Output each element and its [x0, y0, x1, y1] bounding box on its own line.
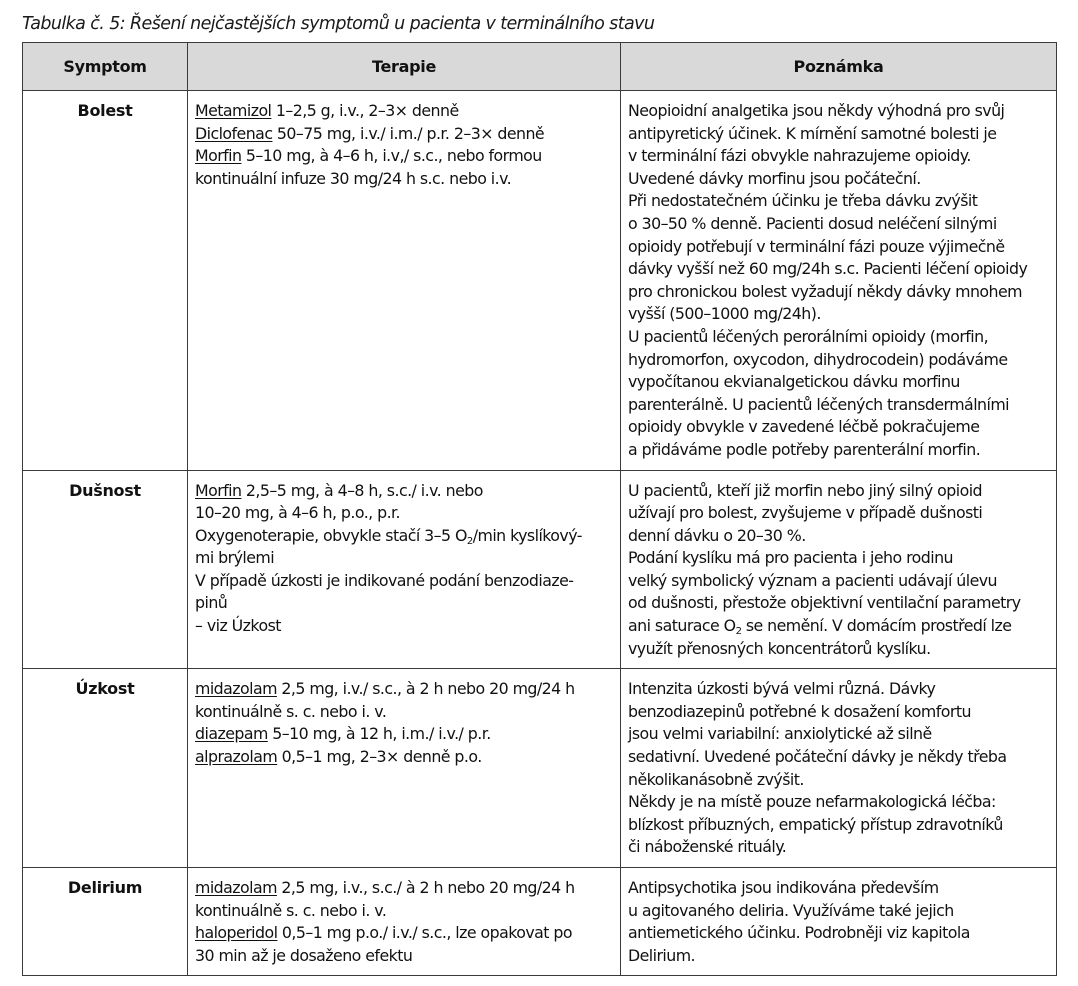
therapy-line	[195, 877, 614, 900]
table-header-row	[23, 43, 1057, 91]
therapy-line	[195, 570, 614, 593]
note-text: ani saturace O	[628, 616, 736, 636]
note-line: Podání kyslíku má pro pacienta i jeho rodinu	[628, 548, 954, 568]
dosage-text: 30 min až je dosaženo efektu	[195, 945, 413, 965]
dosage-text: kontinuálně s. c. nebo i. v.	[195, 701, 387, 721]
dosage-text: kontinuální infuze 30 mg/24 h s.c. nebo i.v.	[195, 168, 512, 188]
therapy-line	[195, 547, 614, 570]
note-line: Antipsychotika jsou indikována především	[628, 878, 939, 897]
note-line: Intenzita úzkosti bývá velmi různá. Dávky	[628, 679, 936, 699]
dosage-text: 50–75 mg, i.v./ i.m./ p.r. 2–3× denně	[272, 123, 545, 143]
dosage-text: V případě úzkosti je indikované podání benzodiaze-	[195, 570, 574, 590]
note-line: Uvedené dávky morfinu jsou počáteční.	[628, 168, 921, 188]
note-line: opioidy potřebují v terminální fázi pouze výjimečně	[628, 236, 1005, 256]
note-line: Delirium.	[628, 945, 696, 965]
dosage-text: 2,5–5 mg, à 4–8 h, s.c./ i.v. nebo	[241, 480, 483, 500]
header-symptom: Symptom	[23, 43, 188, 91]
note-line: Někdy je na místě pouze nefarmakologická léčba:	[628, 792, 996, 812]
note-line: hydromorfon, oxycodon, dihydrocodein) podáváme	[628, 349, 1008, 369]
drug-name: Diclofenac	[195, 123, 273, 143]
note-line: u agitovaného deliria. Využíváme také jejich	[628, 900, 954, 920]
dosage-text: 10–20 mg, à 4–6 h, p.o., p.r.	[195, 503, 401, 523]
note-line: o 30–50 % denně. Pacienti dosud neléčení silnými	[628, 213, 997, 233]
therapy-line	[195, 525, 614, 548]
note-line: vypočítanou ekvianalgetickou dávku morfinu	[628, 372, 960, 392]
header-note: Poznámka	[621, 43, 1057, 91]
drug-name: Morfin	[195, 480, 242, 500]
note-line: Neopioidní analgetika jsou někdy výhodná pro svůj	[628, 101, 1005, 120]
note-text-continued: se nemění. V domácím prostředí lze	[741, 616, 1012, 636]
table-row	[23, 868, 1057, 976]
note-line: v terminální fázi obvykle nahrazujeme opioidy.	[628, 146, 971, 166]
drug-name: Morfin	[195, 146, 242, 166]
note-line: antiemetického účinku. Podrobněji viz kapitola	[628, 923, 970, 943]
note-cell	[621, 669, 1057, 868]
note-line: a přidáváme podle potřeby parenterální morfin.	[628, 439, 981, 459]
drug-name: alprazolam	[195, 747, 278, 767]
dosage-text: pinů	[195, 593, 228, 613]
therapy-line	[195, 678, 614, 701]
therapy-line	[195, 900, 614, 923]
therapy-line	[195, 615, 614, 638]
note-line	[628, 615, 1050, 638]
dosage-text: 0,5–1 mg p.o./ i.v./ s.c., lze opakovat po	[277, 923, 573, 943]
note-line: jsou velmi variabilní: anxiolytické až silně	[628, 724, 932, 744]
dosage-text-continued: /min kyslíkový-	[472, 525, 582, 545]
therapy-line	[195, 945, 614, 968]
therapy-cell	[188, 91, 621, 471]
therapy-line	[195, 123, 614, 146]
note-line: sedativní. Uvedené počáteční dávky je někdy třeba	[628, 747, 1007, 767]
note-line: využít přenosných koncentrátorů kyslíku.	[628, 638, 931, 658]
note-line: antipyretický účinek. K mírnění samotné bolesti je	[628, 123, 997, 143]
table-row	[23, 470, 1057, 669]
symptom-cell: Bolest	[23, 91, 188, 471]
note-cell	[621, 868, 1057, 976]
symptom-cell: Úzkost	[23, 669, 188, 868]
therapy-line	[195, 145, 614, 168]
dosage-text: – viz Úzkost	[195, 616, 281, 636]
dosage-text: 5–10 mg, à 12 h, i.m./ i.v./ p.r.	[267, 724, 491, 744]
therapy-line	[195, 922, 614, 945]
note-line: parenterálně. U pacientů léčených transdermálními	[628, 394, 1010, 414]
dosage-text: mi brýlemi	[195, 548, 275, 568]
dosage-text: 2,5 mg, i.v., s.c./ à 2 h nebo 20 mg/24 h	[276, 878, 575, 897]
therapy-line	[195, 746, 614, 769]
therapy-line	[195, 480, 614, 503]
note-line: několikanásobně zvýšit.	[628, 769, 804, 789]
note-line: velký symbolický význam a pacienti udávají úlevu	[628, 570, 998, 590]
symptom-cell: Dušnost	[23, 470, 188, 669]
note-line: či náboženské rituály.	[628, 837, 787, 857]
subscript: 2	[466, 535, 473, 547]
table-row	[23, 669, 1057, 868]
table-row	[23, 91, 1057, 471]
note-line: denní dávku o 20–30 %.	[628, 525, 806, 545]
dosage-text: Oxygenoterapie, obvykle stačí 3–5 O	[195, 525, 467, 545]
drug-name: Metamizol	[195, 101, 272, 120]
symptom-table	[22, 42, 1057, 976]
note-line: benzodiazepinů potřebné k dosažení komfortu	[628, 701, 971, 721]
note-cell	[621, 91, 1057, 471]
dosage-text: 5–10 mg, à 4–6 h, i.v,/ s.c., nebo formou	[241, 146, 542, 166]
note-line: opioidy obvykle v zavedené léčbě pokračujeme	[628, 417, 980, 437]
drug-name: haloperidol	[195, 923, 278, 943]
drug-name: midazolam	[195, 878, 277, 897]
therapy-line	[195, 502, 614, 525]
header-therapy: Terapie	[188, 43, 621, 91]
note-line: vyšší (500–1000 mg/24h).	[628, 304, 821, 324]
therapy-cell	[188, 669, 621, 868]
therapy-line	[195, 100, 614, 123]
dosage-text: 0,5–1 mg, 2–3× denně p.o.	[277, 747, 482, 767]
note-line: U pacientů léčených perorálními opioidy (morfin,	[628, 326, 989, 346]
dosage-text: kontinuálně s. c. nebo i. v.	[195, 900, 387, 920]
dosage-text: 1–2,5 g, i.v., 2–3× denně	[271, 101, 459, 120]
drug-name: midazolam	[195, 679, 277, 699]
subscript: 2	[735, 626, 742, 638]
therapy-line	[195, 701, 614, 724]
note-line: U pacientů, kteří již morfin nebo jiný silný opioid	[628, 480, 983, 500]
note-line: Při nedostatečném účinku je třeba dávku zvýšit	[628, 191, 978, 211]
note-line: pro chronickou bolest vyžadují někdy dávky mnohem	[628, 281, 1023, 301]
drug-name: diazepam	[195, 724, 268, 744]
note-line: užívají pro bolest, zvyšujeme v případě dušnosti	[628, 503, 983, 523]
therapy-cell	[188, 470, 621, 669]
therapy-cell	[188, 868, 621, 976]
therapy-line	[195, 592, 614, 615]
therapy-line	[195, 168, 614, 191]
therapy-line	[195, 723, 614, 746]
note-line: od dušnosti, přestože objektivní ventilační parametry	[628, 593, 1021, 613]
note-line: blízkost příbuzných, empatický přístup zdravotníků	[628, 814, 1003, 834]
dosage-text: 2,5 mg, i.v./ s.c., à 2 h nebo 20 mg/24 h	[276, 679, 575, 699]
symptom-cell: Delirium	[23, 868, 188, 976]
table-caption: Tabulka č. 5: Řešení nejčastějších symptomů u pacienta v terminálního stavu	[22, 14, 655, 34]
note-cell	[621, 470, 1057, 669]
note-line: dávky vyšší než 60 mg/24h s.c. Pacienti léčení opioidy	[628, 259, 1028, 279]
